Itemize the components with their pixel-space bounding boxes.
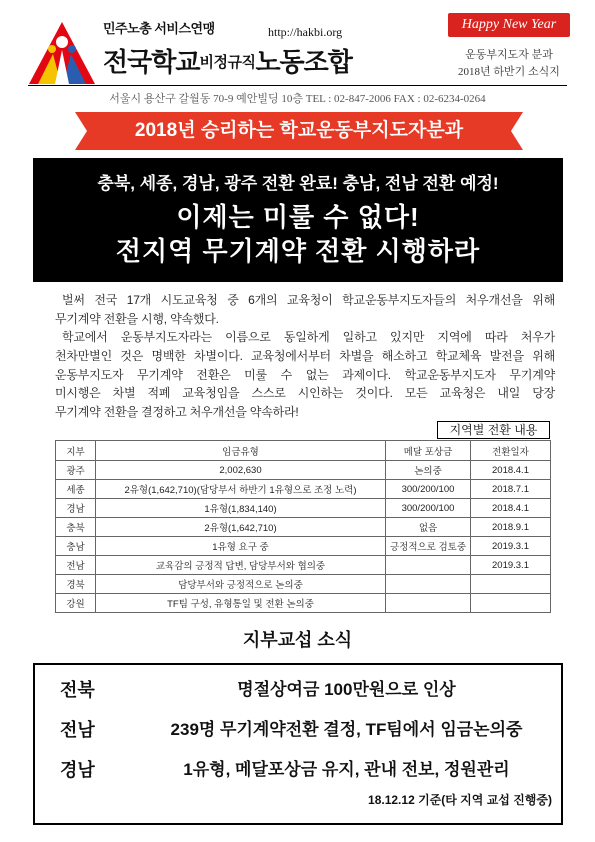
header-branch: 지부 — [56, 441, 96, 461]
cell-branch: 충남 — [56, 537, 96, 556]
conversion-table — [55, 440, 551, 613]
cell-medal-bonus — [386, 556, 471, 575]
cell-conversion-date: 2018.4.1 — [471, 499, 551, 518]
cell-medal-bonus: 논의중 — [386, 461, 471, 480]
news-item-text: 명절상여금 100만원으로 인상 — [237, 680, 456, 699]
news-date-note: 18.12.12 기준(타 지역 교섭 진행중) — [368, 793, 552, 807]
table-row — [56, 537, 551, 556]
news-item-text: 239명 무기계약전환 결정, TF팀에서 임금논의중 — [170, 720, 523, 739]
title-banner: 2018년 승리하는 학교운동부지도자분과 — [134, 120, 464, 141]
cell-conversion-date: 2018.9.1 — [471, 518, 551, 537]
address-line: 서울시 용산구 갈월동 70-9 예안빌딩 10층 TEL : 02-847-2006 FAX : 02-6234-0264 — [109, 93, 486, 105]
website-url: http://hakbi.org — [268, 25, 343, 39]
paragraph-line: 미시행은 차별 적폐 교육청임을 스스로 시인하는 것이다. 모든 교육청은 내일 당장 — [55, 386, 555, 401]
cell-wage-type: 담당부서와 긍정적으로 논의중 — [96, 575, 386, 594]
federation-name: 민주노총 서비스연맹 — [103, 21, 215, 36]
cell-conversion-date: 2018.7.1 — [471, 480, 551, 499]
cell-medal-bonus: 300/200/100 — [386, 480, 471, 499]
cell-wage-type: 2유형(1,642,710) — [96, 518, 386, 537]
branch-news-title: 지부교섭 소식 — [242, 630, 353, 650]
cell-conversion-date: 2018.4.1 — [471, 461, 551, 480]
cell-wage-type: 2,002,630 — [96, 461, 386, 480]
cell-branch: 광주 — [56, 461, 96, 480]
table-row — [56, 556, 551, 575]
division-label: 운동부지도자 분과 — [465, 49, 553, 61]
paragraph-line: 무기계약 전환을 시행, 약속했다. — [55, 311, 219, 326]
news-branch-label: 전북 — [60, 680, 95, 700]
cell-conversion-date — [471, 575, 551, 594]
header-medal-bonus: 메달 포상금 — [386, 441, 471, 461]
table-header-row — [56, 441, 551, 461]
header-conversion-date: 전환일자 — [471, 441, 551, 461]
cell-branch: 경북 — [56, 575, 96, 594]
cell-branch: 강원 — [56, 594, 96, 613]
paragraph-line: 천차만별인 것은 명백한 차별이다. 교육청에서부터 차별을 해소하고 학교체육 발전을 위해 — [55, 349, 555, 364]
greeting-banner: Happy New Year — [448, 13, 570, 37]
cell-conversion-date: 2019.3.1 — [471, 556, 551, 575]
table-row — [56, 480, 551, 499]
table-row — [56, 461, 551, 480]
table-row — [56, 594, 551, 613]
news-branch-label: 경남 — [60, 760, 95, 780]
cell-wage-type: 교육감의 긍정적 답변, 담당부서와 협의중 — [96, 556, 386, 575]
union-name-part1: 전국학교 — [103, 47, 200, 77]
cell-branch: 세종 — [56, 480, 96, 499]
header-divider — [28, 85, 567, 86]
cell-medal-bonus — [386, 594, 471, 613]
headline-line2: 전지역 무기계약 전환 시행하라 — [115, 236, 481, 266]
cell-branch: 전남 — [56, 556, 96, 575]
cell-medal-bonus: 없음 — [386, 518, 471, 537]
table-row — [56, 518, 551, 537]
cell-medal-bonus: 300/200/100 — [386, 499, 471, 518]
headline-subtitle: 충북, 세종, 경남, 광주 전환 완료! 충남, 전남 전환 예정! — [97, 174, 499, 193]
cell-conversion-date — [471, 594, 551, 613]
cell-branch: 충북 — [56, 518, 96, 537]
headline-box — [33, 158, 563, 282]
paragraph-line: 벌써 전국 17개 시도교육청 중 6개의 교육청이 학교운동부지도자들의 처우개선을 위해 — [62, 293, 555, 307]
cell-conversion-date: 2019.3.1 — [471, 537, 551, 556]
cell-medal-bonus — [386, 575, 471, 594]
cell-wage-type: 2유형(1,642,710)(담당부서 하반기 1유형으로 조정 노력) — [96, 480, 386, 499]
paragraph-line: 학교에서 운동부지도자라는 이름으로 동일하게 일하고 있지만 지역에 따라 처우가 — [62, 330, 555, 345]
union-name — [103, 43, 352, 86]
paragraph-line: 운동부지도자 무기계약 전환은 미룰 수 없는 과제이다. 학교운동부지도자 무기계약 — [55, 367, 555, 382]
news-branch-label: 전남 — [60, 720, 95, 740]
headline-line1: 이제는 미룰 수 없다! — [176, 202, 420, 232]
issue-label: 2018년 하반기 소식지 — [458, 66, 560, 78]
union-name-part3: 노동조합 — [255, 47, 352, 77]
body-text — [55, 291, 555, 422]
union-name-part2: 비정규직 — [199, 54, 256, 71]
table-row — [56, 499, 551, 518]
branch-news-box — [33, 663, 563, 825]
cell-branch: 경남 — [56, 499, 96, 518]
cell-wage-type: TF팀 구성, 유형통일 및 전환 논의중 — [96, 594, 386, 613]
paragraph-line: 무기계약 전환을 결정하고 처우개선을 약속하라! — [55, 405, 299, 420]
union-logo — [28, 20, 96, 86]
cell-medal-bonus: 긍정적으로 검토중 — [386, 537, 471, 556]
cell-wage-type: 1유형 요구 중 — [96, 537, 386, 556]
cell-wage-type: 1유형(1,834,140) — [96, 499, 386, 518]
table-caption: 지역별 전환 내용 — [437, 421, 550, 439]
header-wage-type: 임금유형 — [96, 441, 386, 461]
table-row — [56, 575, 551, 594]
news-item-text: 1유형, 메달포상금 유지, 관내 전보, 정원관리 — [183, 760, 510, 779]
